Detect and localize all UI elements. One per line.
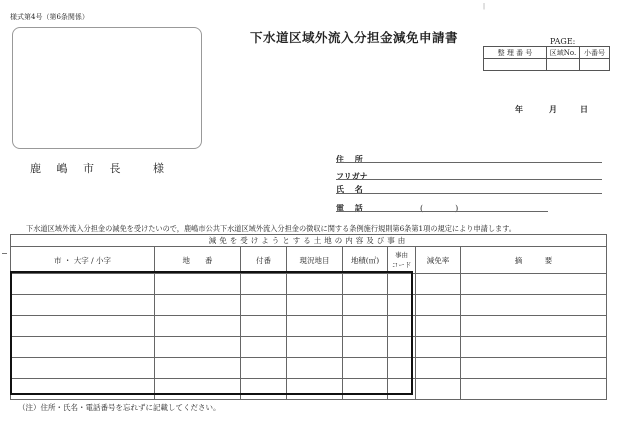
table-row — [11, 274, 607, 295]
table-cell[interactable] — [388, 274, 416, 295]
table-cell[interactable] — [287, 295, 343, 316]
stamp-box — [12, 27, 202, 149]
furigana-label: フリガナ — [336, 172, 368, 181]
table-cell[interactable] — [416, 295, 461, 316]
side-mark — [2, 253, 7, 254]
col-header-landuse: 現況地目 — [287, 247, 343, 274]
date-year: 年 — [515, 105, 523, 114]
table-cell[interactable] — [155, 379, 241, 400]
phone-underline — [336, 211, 548, 212]
table-cell[interactable] — [416, 379, 461, 400]
corner-tick: | — [483, 3, 486, 10]
col-header-sub: 付番 — [241, 247, 287, 274]
table-cell[interactable] — [461, 274, 607, 295]
footnote: （注）住所・氏名・電話番号を忘れずに記載してください。 — [18, 403, 221, 412]
table-row — [11, 337, 607, 358]
reference-table — [483, 46, 610, 71]
table-cell[interactable] — [241, 274, 287, 295]
intro-text: 下水道区域外流入分担金の減免を受けたいので，鹿嶋市公共下水道区域外流入分担金の徴収に関する条例施行規則第6条第1項の規定により申請します。 — [26, 224, 516, 233]
table-row — [11, 295, 607, 316]
form-number: 様式第4号（第6条関係） — [10, 13, 89, 21]
table-cell[interactable] — [461, 295, 607, 316]
table-cell[interactable] — [155, 295, 241, 316]
table-cell[interactable] — [343, 358, 388, 379]
table-cell[interactable] — [11, 358, 155, 379]
table-cell[interactable] — [416, 358, 461, 379]
col-header-location: 市 ・ 大字 / 小字 — [11, 247, 155, 274]
table-cell[interactable] — [287, 274, 343, 295]
table-cell[interactable] — [155, 358, 241, 379]
name-field[interactable] — [336, 193, 602, 194]
table-cell[interactable] — [11, 316, 155, 337]
table-cell[interactable] — [287, 337, 343, 358]
col-header-area: 地積(㎡) — [343, 247, 388, 274]
land-table — [10, 234, 607, 400]
table-cell[interactable] — [343, 295, 388, 316]
table-caption: 減免を受けようとする土地の内容及び事由 — [11, 235, 607, 247]
ref-cell-subnumber[interactable] — [580, 59, 610, 71]
table-cell[interactable] — [241, 379, 287, 400]
table-cell[interactable] — [461, 337, 607, 358]
table-cell[interactable] — [388, 295, 416, 316]
table-row — [11, 379, 607, 400]
col-header-reason-code: 事由 コード — [388, 247, 416, 274]
col-header-rate: 減免率 — [416, 247, 461, 274]
ref-header-number: 整 理 番 号 — [484, 47, 547, 59]
date-month: 月 — [549, 105, 557, 114]
table-cell[interactable] — [11, 274, 155, 295]
page-label: PAGE: — [550, 37, 576, 46]
table-cell[interactable] — [155, 274, 241, 295]
ref-header-subnumber: 小番号 — [580, 47, 610, 59]
table-cell[interactable] — [343, 316, 388, 337]
table-cell[interactable] — [343, 379, 388, 400]
table-cell[interactable] — [11, 337, 155, 358]
page-title: 下水道区域外流入分担金減免申請書 — [250, 30, 459, 45]
table-cell[interactable] — [461, 358, 607, 379]
table-cell[interactable] — [155, 337, 241, 358]
phone-label: 電 話 — [336, 204, 367, 213]
table-cell[interactable] — [461, 379, 607, 400]
table-cell[interactable] — [241, 358, 287, 379]
table-cell[interactable] — [287, 379, 343, 400]
ref-cell-number[interactable] — [484, 59, 547, 71]
table-cell[interactable] — [155, 316, 241, 337]
table-row — [11, 358, 607, 379]
address-field[interactable] — [336, 162, 602, 163]
table-cell[interactable] — [416, 337, 461, 358]
table-cell[interactable] — [461, 316, 607, 337]
table-cell[interactable] — [241, 337, 287, 358]
table-cell[interactable] — [287, 358, 343, 379]
table-cell[interactable] — [388, 358, 416, 379]
name-label: 氏 名 — [336, 185, 367, 194]
table-cell[interactable] — [11, 295, 155, 316]
table-cell[interactable] — [343, 337, 388, 358]
table-cell[interactable] — [241, 316, 287, 337]
table-row — [11, 316, 607, 337]
furigana-field[interactable] — [336, 179, 602, 180]
addressee: 鹿 嶋 市 長 様 — [30, 162, 170, 175]
table-cell[interactable] — [11, 379, 155, 400]
col-header-lot: 地 番 — [155, 247, 241, 274]
table-cell[interactable] — [388, 379, 416, 400]
table-cell[interactable] — [388, 316, 416, 337]
table-cell[interactable] — [343, 274, 388, 295]
date-day: 日 — [580, 105, 588, 114]
table-cell[interactable] — [287, 316, 343, 337]
table-cell[interactable] — [241, 295, 287, 316]
ref-header-area: 区域No. — [547, 47, 580, 59]
table-cell[interactable] — [388, 337, 416, 358]
col-header-remarks: 摘 要 — [461, 247, 607, 274]
table-cell[interactable] — [416, 316, 461, 337]
ref-cell-area[interactable] — [547, 59, 580, 71]
phone-field[interactable]: ( ) — [420, 204, 459, 213]
table-cell[interactable] — [416, 274, 461, 295]
address-label: 住 所 — [336, 155, 367, 164]
